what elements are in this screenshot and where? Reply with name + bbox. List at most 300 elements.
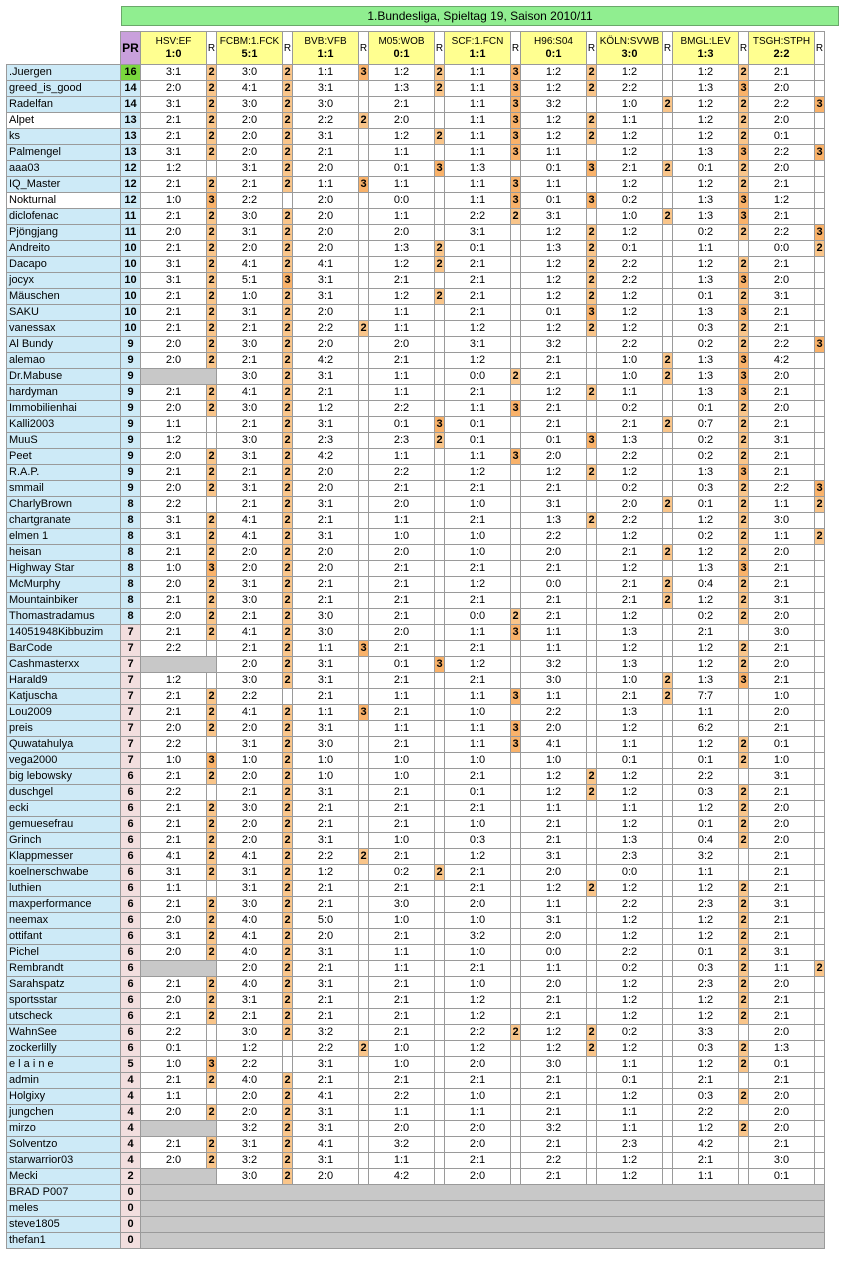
header-pr[interactable]: PR: [121, 32, 141, 65]
tip-cell: 2:0: [141, 337, 207, 353]
player-name[interactable]: McMurphy: [7, 577, 121, 593]
tip-cell: 1:1: [445, 401, 511, 417]
player-name[interactable]: ottifant: [7, 929, 121, 945]
tip-cell: 2:1: [369, 481, 435, 497]
header-r: R: [511, 32, 521, 65]
tip-points: [511, 657, 521, 673]
tip-cell: 2:2: [293, 849, 359, 865]
tip-cell: 1:2: [673, 177, 739, 193]
tip-cell: 2:2: [141, 497, 207, 513]
tip-points: [663, 1009, 673, 1025]
player-name[interactable]: R.A.P.: [7, 465, 121, 481]
player-name[interactable]: Highway Star: [7, 561, 121, 577]
tip-cell: 2:1: [521, 353, 587, 369]
player-name[interactable]: utscheck: [7, 1009, 121, 1025]
missing-tip: [141, 1217, 825, 1233]
tip-cell: 2:0: [217, 113, 283, 129]
tip-points: [587, 1009, 597, 1025]
tip-cell: 0:2: [673, 225, 739, 241]
header-game-4[interactable]: [445, 32, 511, 65]
player-points: 11: [121, 209, 141, 225]
tip-cell: 4:1: [293, 257, 359, 273]
standings-table: [6, 31, 825, 1249]
tip-points: 2: [739, 753, 749, 769]
player-name[interactable]: Pjöngjang: [7, 225, 121, 241]
player-points: 9: [121, 465, 141, 481]
player-name[interactable]: Andreito: [7, 241, 121, 257]
player-name[interactable]: mirzo: [7, 1121, 121, 1137]
tip-points: [359, 1057, 369, 1073]
player-name[interactable]: Mecki: [7, 1169, 121, 1185]
player-name[interactable]: gemuesefrau: [7, 817, 121, 833]
tip-points: [359, 545, 369, 561]
tip-cell: 2:3: [597, 849, 663, 865]
header-game-8[interactable]: [749, 32, 815, 65]
tip-points: [435, 1153, 445, 1169]
player-name[interactable]: 14051948Kibbuzim: [7, 625, 121, 641]
player-name[interactable]: Al Bundy: [7, 337, 121, 353]
tip-points: [359, 625, 369, 641]
tip-cell: 3:3: [673, 1025, 739, 1041]
tip-points: 2: [359, 1041, 369, 1057]
player-name[interactable]: BRAD P007: [7, 1185, 121, 1201]
tip-points: 3: [739, 673, 749, 689]
tip-cell: 2:0: [217, 961, 283, 977]
player-name[interactable]: zockerlilly: [7, 1041, 121, 1057]
player-name[interactable]: BarCode: [7, 641, 121, 657]
tip-points: [435, 449, 445, 465]
tip-cell: 0:2: [673, 449, 739, 465]
tip-cell: 3:1: [293, 289, 359, 305]
tip-cell: 3:0: [521, 673, 587, 689]
tip-points: [815, 1137, 825, 1153]
tip-points: 2: [207, 817, 217, 833]
tip-cell: 2:0: [369, 497, 435, 513]
player-name[interactable]: Mountainbiker: [7, 593, 121, 609]
player-name[interactable]: Immobilienhai: [7, 401, 121, 417]
header-game-6[interactable]: [597, 32, 663, 65]
tip-points: [511, 417, 521, 433]
tip-cell: 0:2: [597, 481, 663, 497]
player-name[interactable]: aaa03: [7, 161, 121, 177]
player-points: 7: [121, 625, 141, 641]
tip-cell: 4:1: [293, 1089, 359, 1105]
tip-cell: 2:2: [749, 481, 815, 497]
tip-points: 2: [739, 401, 749, 417]
player-points: 5: [121, 1057, 141, 1073]
header-game-3[interactable]: [369, 32, 435, 65]
tip-cell: 2:1: [521, 369, 587, 385]
player-name[interactable]: jocyx: [7, 273, 121, 289]
tip-cell: 2:0: [369, 625, 435, 641]
tip-points: 2: [283, 801, 293, 817]
tip-cell: 4:0: [217, 945, 283, 961]
tip-points: 2: [283, 289, 293, 305]
tip-points: [587, 449, 597, 465]
tip-cell: 1:2: [597, 977, 663, 993]
tip-cell: 1:3: [597, 625, 663, 641]
tip-cell: 1:0: [445, 913, 511, 929]
tip-points: [663, 1169, 673, 1185]
player-points: 10: [121, 257, 141, 273]
tip-points: [815, 849, 825, 865]
tip-points: 3: [511, 129, 521, 145]
tip-cell: 1:2: [597, 465, 663, 481]
table-row: [7, 849, 825, 865]
tip-cell: 2:0: [217, 657, 283, 673]
tip-cell: 3:1: [521, 209, 587, 225]
player-name[interactable]: ks: [7, 129, 121, 145]
tip-points: [435, 929, 445, 945]
player-name[interactable]: big lebowsky: [7, 769, 121, 785]
tip-cell: 1:2: [673, 993, 739, 1009]
tip-points: [663, 401, 673, 417]
player-name[interactable]: Pichel: [7, 945, 121, 961]
player-name[interactable]: starwarrior03: [7, 1153, 121, 1169]
tip-points: 3: [511, 625, 521, 641]
missing-tip: [141, 369, 217, 385]
tip-cell: 2:1: [445, 481, 511, 497]
tip-points: 3: [587, 193, 597, 209]
player-name[interactable]: duschgel: [7, 785, 121, 801]
tip-points: 2: [283, 65, 293, 81]
table-row: [7, 769, 825, 785]
tip-cell: 1:3: [597, 657, 663, 673]
tip-cell: 0:1: [673, 289, 739, 305]
player-name[interactable]: hardyman: [7, 385, 121, 401]
tip-points: [359, 1025, 369, 1041]
header-game-1[interactable]: [217, 32, 283, 65]
tip-points: [435, 913, 445, 929]
tip-points: [587, 961, 597, 977]
tip-points: [511, 225, 521, 241]
player-name[interactable]: Radelfan: [7, 97, 121, 113]
tip-points: [815, 385, 825, 401]
tip-points: [815, 1121, 825, 1137]
player-name[interactable]: .Juergen: [7, 65, 121, 81]
header-r: R: [663, 32, 673, 65]
tip-cell: 2:1: [293, 993, 359, 1009]
tip-cell: 1:1: [597, 801, 663, 817]
player-points: 6: [121, 785, 141, 801]
tip-cell: 2:1: [217, 641, 283, 657]
tip-points: [207, 1089, 217, 1105]
tip-cell: 1:2: [597, 1041, 663, 1057]
tip-cell: 2:1: [141, 241, 207, 257]
player-name[interactable]: alemao: [7, 353, 121, 369]
header-game-5[interactable]: [521, 32, 587, 65]
tip-points: [359, 417, 369, 433]
tip-points: 2: [587, 513, 597, 529]
tip-points: [359, 913, 369, 929]
tip-cell: 2:1: [369, 801, 435, 817]
tip-cell: 2:0: [217, 1089, 283, 1105]
tip-cell: 2:1: [597, 417, 663, 433]
player-name[interactable]: luthien: [7, 881, 121, 897]
table-row: [7, 1057, 825, 1073]
player-name[interactable]: maxperformance: [7, 897, 121, 913]
tip-points: 2: [207, 1153, 217, 1169]
table-row: [7, 1153, 825, 1169]
tip-points: 2: [739, 177, 749, 193]
tip-cell: 2:0: [141, 401, 207, 417]
tip-points: [511, 305, 521, 321]
player-name[interactable]: vega2000: [7, 753, 121, 769]
tip-points: [587, 817, 597, 833]
player-name[interactable]: Palmengel: [7, 145, 121, 161]
tip-points: 2: [207, 465, 217, 481]
table-row: [7, 1089, 825, 1105]
tip-points: 2: [739, 161, 749, 177]
tip-cell: 0:4: [673, 833, 739, 849]
tip-cell: 2:0: [293, 161, 359, 177]
tip-points: 2: [207, 865, 217, 881]
tip-points: 2: [283, 481, 293, 497]
player-name[interactable]: Cashmasterxx: [7, 657, 121, 673]
tip-cell: 2:0: [293, 225, 359, 241]
tip-cell: 2:1: [445, 305, 511, 321]
tip-cell: 2:0: [293, 545, 359, 561]
player-name[interactable]: MuuS: [7, 433, 121, 449]
tip-points: [435, 705, 445, 721]
player-name[interactable]: IQ_Master: [7, 177, 121, 193]
player-name[interactable]: WahnSee: [7, 1025, 121, 1041]
player-name[interactable]: steve1805: [7, 1217, 121, 1233]
tip-cell: 3:0: [217, 897, 283, 913]
tip-points: [359, 449, 369, 465]
tip-cell: 0:1: [521, 193, 587, 209]
tip-cell: 3:1: [749, 945, 815, 961]
tip-cell: 1:3: [673, 273, 739, 289]
tip-points: [815, 593, 825, 609]
tip-cell: 0:1: [521, 305, 587, 321]
tip-points: 2: [739, 129, 749, 145]
header-r: R: [739, 32, 749, 65]
tip-points: [435, 97, 445, 113]
tip-cell: 3:1: [217, 481, 283, 497]
tip-cell: 2:1: [293, 385, 359, 401]
header-game-2[interactable]: [293, 32, 359, 65]
tip-points: [511, 257, 521, 273]
player-points: 10: [121, 273, 141, 289]
tip-points: 2: [739, 97, 749, 113]
header-game-0[interactable]: [141, 32, 207, 65]
player-name[interactable]: Kalli2003: [7, 417, 121, 433]
player-name[interactable]: heisan: [7, 545, 121, 561]
table-row: [7, 1009, 825, 1025]
tip-points: [435, 593, 445, 609]
player-name[interactable]: Harald9: [7, 673, 121, 689]
tip-cell: 2:2: [369, 465, 435, 481]
player-name[interactable]: neemax: [7, 913, 121, 929]
player-name[interactable]: Mäuschen: [7, 289, 121, 305]
player-name[interactable]: Alpet: [7, 113, 121, 129]
tip-cell: 1:2: [445, 657, 511, 673]
tip-points: 2: [663, 417, 673, 433]
player-name[interactable]: thefan1: [7, 1233, 121, 1249]
tip-points: 2: [283, 673, 293, 689]
tip-cell: 2:1: [369, 673, 435, 689]
tip-points: [663, 1153, 673, 1169]
tip-points: 2: [587, 289, 597, 305]
missing-tip: [141, 1233, 825, 1249]
tip-points: 2: [283, 161, 293, 177]
tip-cell: 1:1: [521, 641, 587, 657]
tip-cell: 1:0: [445, 497, 511, 513]
player-name[interactable]: Thomastradamus: [7, 609, 121, 625]
tip-points: 2: [739, 737, 749, 753]
tip-cell: 3:2: [521, 1121, 587, 1137]
tip-cell: 2:2: [293, 113, 359, 129]
tip-points: 2: [739, 257, 749, 273]
tip-points: 2: [663, 689, 673, 705]
player-points: 9: [121, 401, 141, 417]
tip-cell: 2:1: [293, 817, 359, 833]
game-name: TSGH:STPH: [752, 36, 811, 47]
tip-points: [663, 1121, 673, 1137]
tip-points: [815, 689, 825, 705]
player-name[interactable]: Sarahspatz: [7, 977, 121, 993]
player-name[interactable]: CharlyBrown: [7, 497, 121, 513]
player-name[interactable]: ecki: [7, 801, 121, 817]
tip-cell: 2:1: [521, 1089, 587, 1105]
tip-cell: 2:1: [293, 593, 359, 609]
player-name[interactable]: koelnerschwabe: [7, 865, 121, 881]
tip-points: 2: [587, 241, 597, 257]
table-row: [7, 1041, 825, 1057]
tip-cell: 0:1: [141, 1041, 207, 1057]
tip-cell: 0:2: [673, 529, 739, 545]
player-points: 10: [121, 241, 141, 257]
player-name[interactable]: elmen 1: [7, 529, 121, 545]
tip-points: [587, 1105, 597, 1121]
tip-points: 2: [739, 657, 749, 673]
tip-points: 2: [207, 721, 217, 737]
player-name[interactable]: Peet: [7, 449, 121, 465]
tip-points: [663, 657, 673, 673]
tip-points: [435, 641, 445, 657]
tip-cell: 2:1: [521, 1009, 587, 1025]
player-name[interactable]: preis: [7, 721, 121, 737]
tip-cell: 2:1: [445, 257, 511, 273]
player-name[interactable]: greed_is_good: [7, 81, 121, 97]
player-name[interactable]: diclofenac: [7, 209, 121, 225]
tip-cell: 3:1: [293, 273, 359, 289]
player-name[interactable]: Nokturnal: [7, 193, 121, 209]
tip-cell: 2:0: [217, 545, 283, 561]
table-row: [7, 337, 825, 353]
tip-cell: 2:1: [749, 257, 815, 273]
player-points: 0: [121, 1201, 141, 1217]
player-name[interactable]: SAKU: [7, 305, 121, 321]
tip-cell: 1:1: [445, 129, 511, 145]
tip-cell: 1:1: [749, 961, 815, 977]
game-result: 1:1: [469, 48, 486, 60]
tip-points: 2: [207, 913, 217, 929]
tip-cell: 1:0: [369, 913, 435, 929]
player-name[interactable]: Quwatahulya: [7, 737, 121, 753]
tip-cell: 2:1: [445, 1073, 511, 1089]
player-name[interactable]: e l a i n e: [7, 1057, 121, 1073]
tip-points: [359, 193, 369, 209]
tip-cell: 1:2: [597, 929, 663, 945]
tip-cell: 0:1: [673, 401, 739, 417]
tip-points: 2: [283, 401, 293, 417]
player-name[interactable]: meles: [7, 1201, 121, 1217]
tip-cell: 1:0: [369, 753, 435, 769]
tip-cell: 2:2: [369, 401, 435, 417]
player-name[interactable]: Rembrandt: [7, 961, 121, 977]
tip-points: 2: [283, 113, 293, 129]
tip-points: 3: [511, 193, 521, 209]
tip-cell: 3:2: [673, 849, 739, 865]
tip-cell: 2:1: [749, 305, 815, 321]
tip-points: [359, 593, 369, 609]
tip-cell: 2:0: [521, 929, 587, 945]
tip-points: [815, 945, 825, 961]
player-name[interactable]: chartgranate: [7, 513, 121, 529]
tip-cell: 2:0: [749, 161, 815, 177]
tip-cell: 1:2: [673, 593, 739, 609]
tip-cell: 3:1: [217, 305, 283, 321]
tip-cell: 3:1: [217, 577, 283, 593]
tip-cell: 2:1: [521, 561, 587, 577]
player-name[interactable]: smmail: [7, 481, 121, 497]
tip-cell: 2:1: [141, 689, 207, 705]
player-name[interactable]: Holgixy: [7, 1089, 121, 1105]
tip-cell: 2:1: [217, 1009, 283, 1025]
table-row: [7, 1233, 825, 1249]
tip-points: [359, 1073, 369, 1089]
tip-points: 2: [663, 97, 673, 113]
player-name[interactable]: Grinch: [7, 833, 121, 849]
tip-cell: 1:3: [521, 513, 587, 529]
tip-cell: 1:2: [673, 1009, 739, 1025]
tip-points: [587, 753, 597, 769]
tip-points: [815, 625, 825, 641]
player-name[interactable]: Klappmesser: [7, 849, 121, 865]
tip-points: [587, 609, 597, 625]
tip-points: 2: [283, 833, 293, 849]
player-name[interactable]: sportsstar: [7, 993, 121, 1009]
tip-points: [511, 465, 521, 481]
player-name[interactable]: Dr.Mabuse: [7, 369, 121, 385]
player-name[interactable]: Dacapo: [7, 257, 121, 273]
tip-points: [815, 289, 825, 305]
tip-points: 2: [283, 753, 293, 769]
tip-points: [435, 673, 445, 689]
player-name[interactable]: Lou2009: [7, 705, 121, 721]
tip-points: [587, 801, 597, 817]
player-name[interactable]: vanessax: [7, 321, 121, 337]
tip-points: [207, 417, 217, 433]
tip-points: 3: [739, 273, 749, 289]
player-name[interactable]: admin: [7, 1073, 121, 1089]
tip-points: [511, 1041, 521, 1057]
tip-points: [663, 785, 673, 801]
table-row: [7, 577, 825, 593]
player-name[interactable]: Katjuscha: [7, 689, 121, 705]
tip-points: 3: [359, 641, 369, 657]
tip-points: 3: [739, 465, 749, 481]
header-game-7[interactable]: [673, 32, 739, 65]
tip-cell: 2:0: [749, 833, 815, 849]
tip-points: [435, 545, 445, 561]
tip-points: [815, 465, 825, 481]
player-name[interactable]: jungchen: [7, 1105, 121, 1121]
player-name[interactable]: Solventzo: [7, 1137, 121, 1153]
tip-cell: 2:1: [445, 273, 511, 289]
